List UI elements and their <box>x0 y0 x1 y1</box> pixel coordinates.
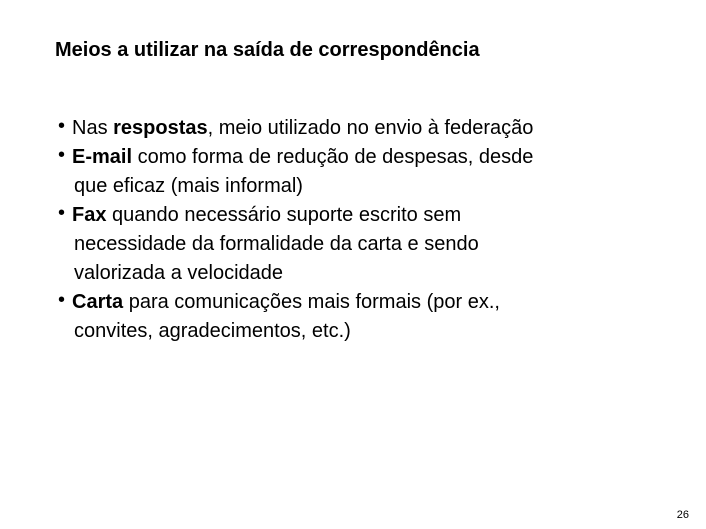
page-number: 26 <box>676 509 689 521</box>
bullet-line <box>72 143 678 172</box>
slide-title: Meios a utilizar na saída de correspondência <box>55 39 480 61</box>
bullet-item-email <box>58 143 678 201</box>
bullet-text: como forma de redução de despesas, desde <box>132 146 534 168</box>
bullet-line <box>72 114 678 143</box>
bullet-line <box>72 201 678 230</box>
bullet-keyword: E-mail <box>72 146 133 168</box>
bullet-keyword: respostas <box>113 117 208 139</box>
bullet-text: , meio utilizado no envio à federação <box>207 117 534 139</box>
bullet-text: quando necessário suporte escrito sem <box>106 204 462 226</box>
bullet-line-continuation: necessidade da formalidade da carta e sendo <box>74 233 479 255</box>
bullet-keyword: Fax <box>72 204 107 226</box>
bullet-icon: • <box>58 289 66 311</box>
bullet-line <box>72 288 678 317</box>
bullet-line-continuation: valorizada a velocidade <box>74 262 284 284</box>
bullet-line-continuation: convites, agradecimentos, etc.) <box>74 320 351 342</box>
bullet-text: para comunicações mais formais (por ex., <box>123 291 500 313</box>
bullet-item-carta <box>58 288 678 346</box>
bullet-icon: • <box>58 202 66 224</box>
bullet-text: Nas <box>72 117 114 139</box>
bullet-keyword: Carta <box>72 291 124 313</box>
bullet-line-continuation: que eficaz (mais informal) <box>74 175 303 197</box>
bullet-item-respostas <box>58 114 678 143</box>
bullet-list <box>58 114 678 346</box>
bullet-item-fax <box>58 201 678 288</box>
bullet-icon: • <box>58 115 66 137</box>
bullet-icon: • <box>58 144 66 166</box>
